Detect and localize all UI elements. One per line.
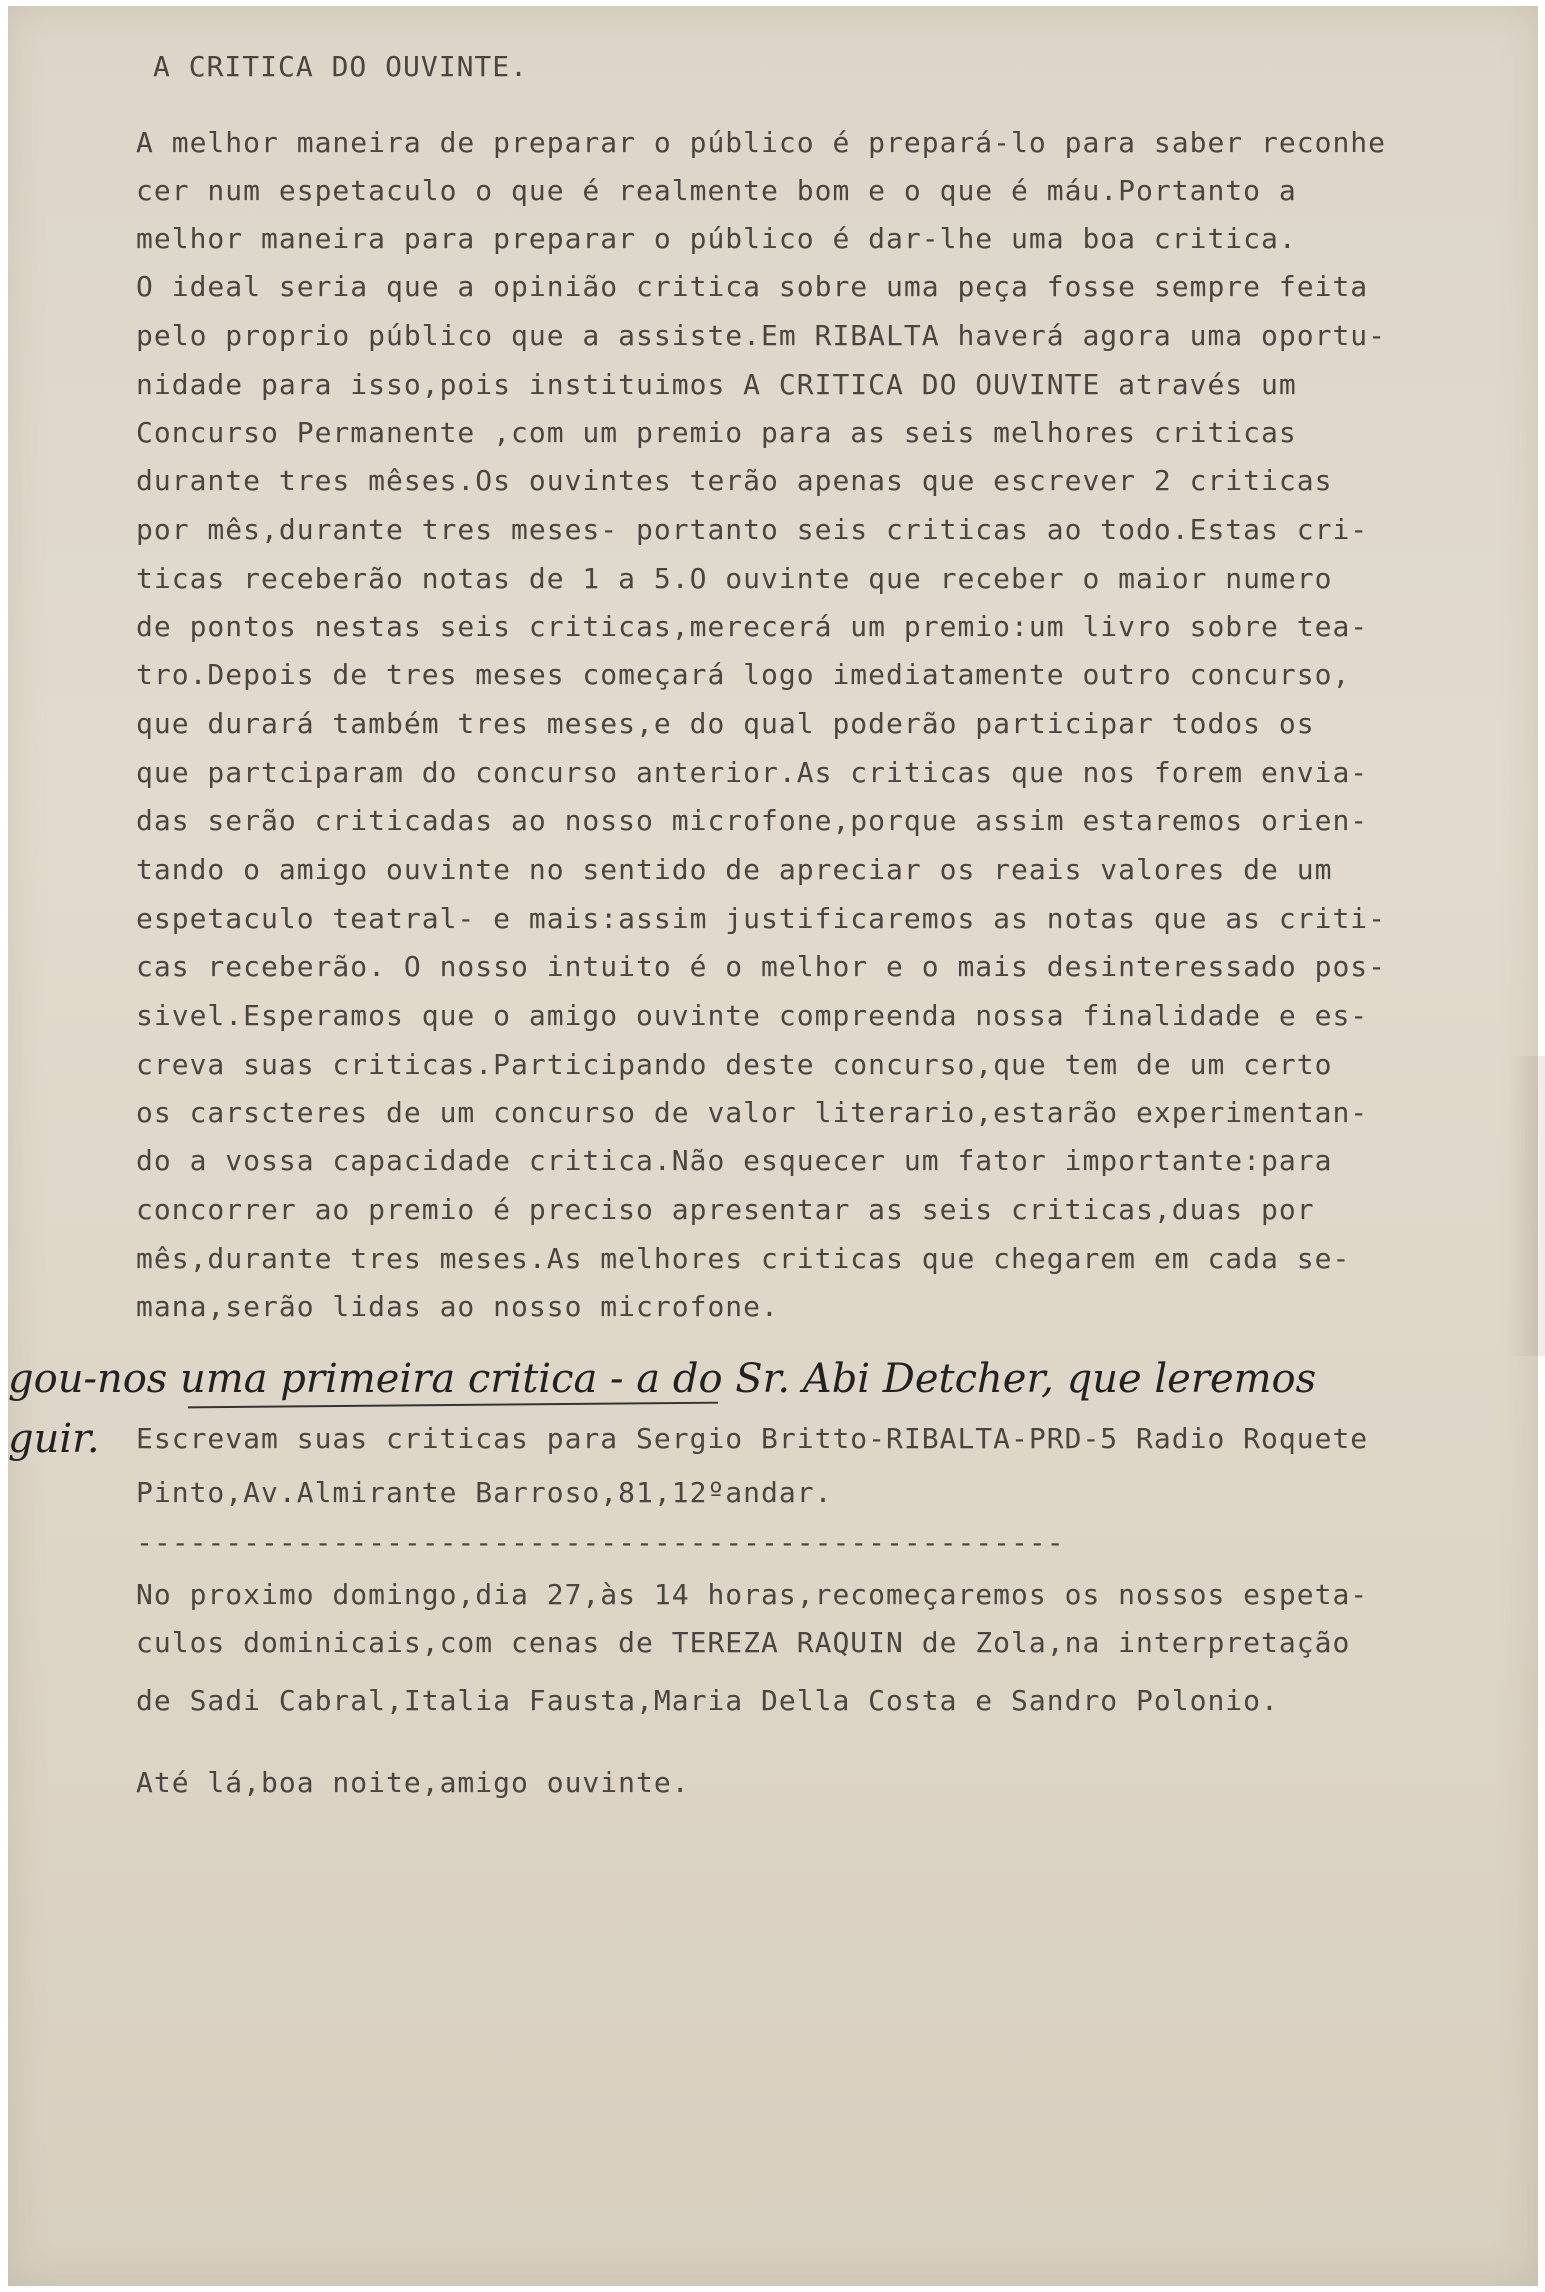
handwritten-underline (188, 1402, 718, 1409)
text-line: os carscteres de um concurso de valor literario,estarão experimentan- (136, 1096, 1369, 1129)
separator-line: ---------------------------------------------------- (136, 1526, 1065, 1559)
page-title: A CRITICA DO OUVINTE. (153, 50, 529, 83)
text-line: melhor maneira para preparar o público é dar-lhe uma boa critica. (136, 222, 1297, 255)
text-line: sivel.Esperamos que o amigo ouvinte compreenda nossa finalidade e es- (136, 999, 1369, 1032)
text-line: mês,durante tres meses.As melhores criticas que chegarem em cada se- (136, 1242, 1351, 1275)
closing-line: Até lá,boa noite,amigo ouvinte. (136, 1766, 690, 1799)
address-line: Escrevam suas criticas para Sergio Britto-RIBALTA-PRD-5 Radio Roquete (136, 1422, 1369, 1455)
address-line: Pinto,Av.Almirante Barroso,81,12ºandar. (136, 1476, 833, 1509)
handwritten-note: guir. (8, 1416, 100, 1462)
text-line: concorrer ao premio é preciso apresentar as seis criticas,duas por (136, 1193, 1315, 1226)
text-line: que partciparam do concurso anterior.As criticas que nos forem envia- (136, 756, 1369, 789)
text-line: do a vossa capacidade critica.Não esquecer um fator importante:para (136, 1144, 1333, 1177)
text-line: tando o amigo ouvinte no sentido de apreciar os reais valores de um (136, 853, 1333, 886)
text-line: Concurso Permanente ,com um premio para as seis melhores criticas (136, 416, 1297, 449)
text-line: cer num espetaculo o que é realmente bom e o que é máu.Portanto a (136, 174, 1297, 207)
announcement-line: No proximo domingo,dia 27,às 14 horas,recomeçaremos os nossos espeta- (136, 1578, 1369, 1611)
text-line: nidade para isso,pois instituimos A CRITICA DO OUVINTE através um (136, 368, 1297, 401)
text-line: das serão criticadas ao nosso microfone,porque assim estaremos orien- (136, 804, 1369, 837)
handwritten-note: gou-nos uma primeira critica - a do Sr. Abi Detcher, que leremos (8, 1356, 1317, 1402)
text-line: mana,serão lidas ao nosso microfone. (136, 1290, 779, 1323)
text-line: que durará também tres meses,e do qual poderão participar todos os (136, 707, 1315, 740)
text-line: espetaculo teatral- e mais:assim justificaremos as notas que as criti- (136, 902, 1387, 935)
text-line: cas receberão. O nosso intuito é o melhor e o mais desinteressado pos- (136, 950, 1387, 983)
text-line: creva suas criticas.Participando deste concurso,que tem de um certo (136, 1048, 1333, 1081)
announcement-line: culos dominicais,com cenas de TEREZA RAQUIN de Zola,na interpretação (136, 1626, 1351, 1659)
text-line: tro.Depois de tres meses começará logo imediatamente outro concurso, (136, 658, 1351, 691)
announcement-line: de Sadi Cabral,Italia Fausta,Maria Della Costa e Sandro Polonio. (136, 1684, 1279, 1717)
text-line: pelo proprio público que a assiste.Em RIBALTA haverá agora uma oportu- (136, 319, 1387, 352)
text-line: O ideal seria que a opinião critica sobre uma peça fosse sempre feita (136, 270, 1369, 303)
text-line: de pontos nestas seis criticas,merecerá um premio:um livro sobre tea- (136, 610, 1369, 643)
typewritten-page (8, 6, 1538, 2286)
text-line: ticas receberão notas de 1 a 5.O ouvinte que receber o maior numero (136, 562, 1333, 595)
text-line: A melhor maneira de preparar o público é prepará-lo para saber reconhe (136, 126, 1387, 159)
text-line: por mês,durante tres meses- portanto seis criticas ao todo.Estas cri- (136, 513, 1369, 546)
paper-crease (1508, 1056, 1545, 1356)
text-line: durante tres mêses.Os ouvintes terão apenas que escrever 2 criticas (136, 464, 1333, 497)
